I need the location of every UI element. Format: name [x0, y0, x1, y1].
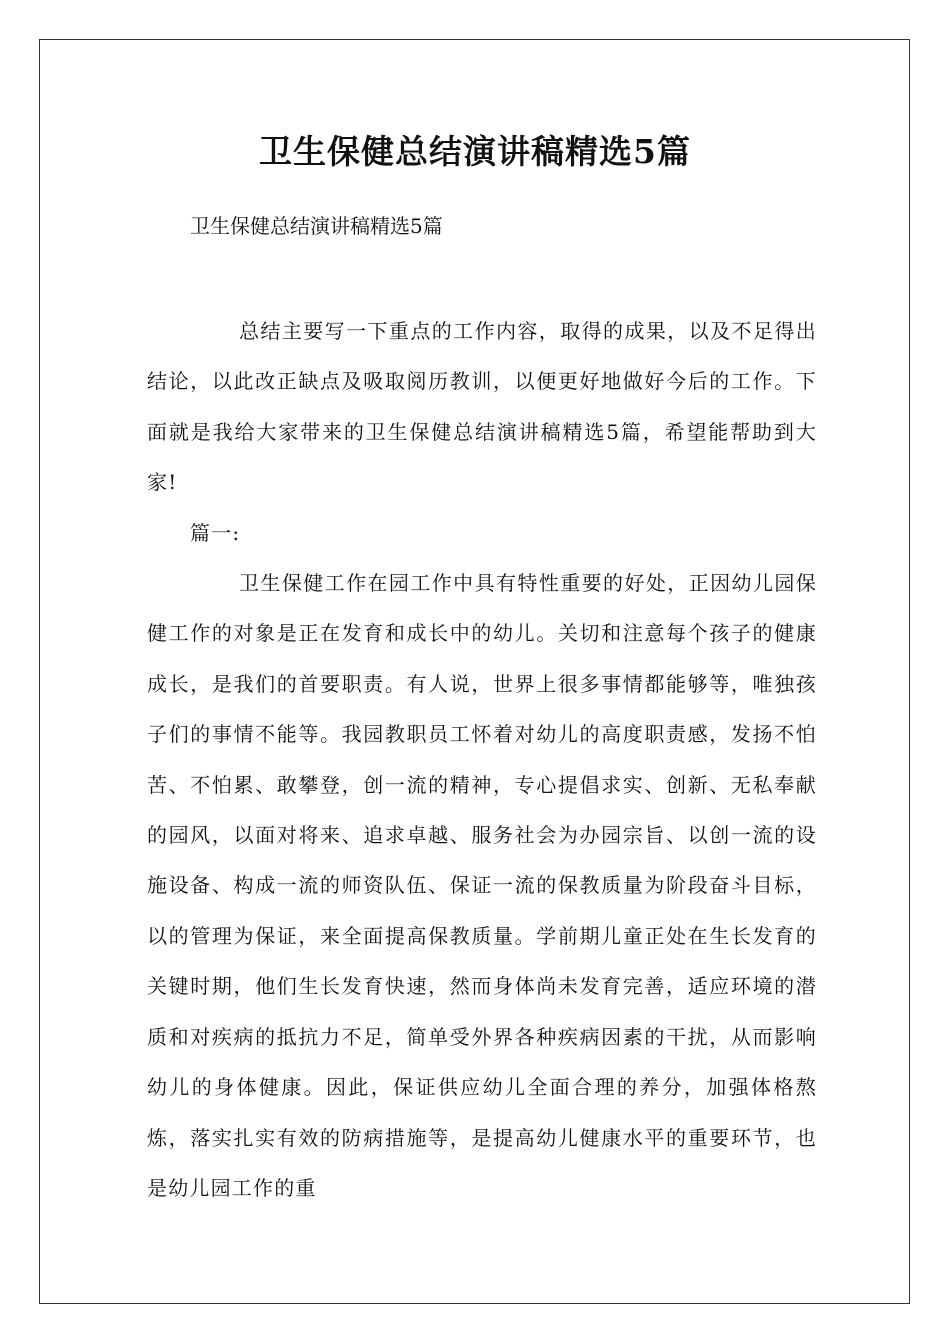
intro-paragraph: 总结主要写一下重点的工作内容，取得的成果，以及不足得出结论，以此改正缺点及吸取阅历教训，以便更好地做好今后的工作。下面就是我给大家带来的卫生保健总结演讲稿精选5篇，希望能帮助到大家!	[147, 319, 817, 495]
section-paragraph: 卫生保健工作在园工作中具有特性重要的好处，正因幼儿园保健工作的对象是正在发育和成长中的幼儿。关切和注意每个孩子的健康成长，是我们的首要职责。有人说，世界上很多事情都能够等，唯独孩子们的事情不能等。我园教职员工怀着对幼儿的高度职责感，发扬不怕苦、不怕累、敢攀登，创一流的精神，专心提倡求实、创新、无私奉献的园风，以面对将来、追求卓越、服务社会为办园宗旨、以创一流的设施设备、构成一流的师资队伍、保证一流的保教质量为阶段奋斗目标，以的管理为保证，来全面提高保教质量。学前期儿童正处在生长发育的关键时期，他们生长发育快速，然而身体尚未发育完善，适应环境的潜质和对疾病的抵抗力不足，简单受外界各种疾病因素的干扰，从而影响幼儿的身体健康。因此，保证供应幼儿全面合理的养分，加强体格熬炼，落实扎实有效的防病措施等，是提高幼儿健康水平的重要环节，也是幼儿园工作的重	[147, 571, 817, 1200]
document-subtitle: 卫生保健总结演讲稿精选5篇	[190, 214, 443, 238]
document-body	[147, 306, 817, 1213]
section-heading: 篇一:	[190, 520, 241, 545]
document-title: 卫生保健总结演讲稿精选5篇	[259, 132, 691, 171]
